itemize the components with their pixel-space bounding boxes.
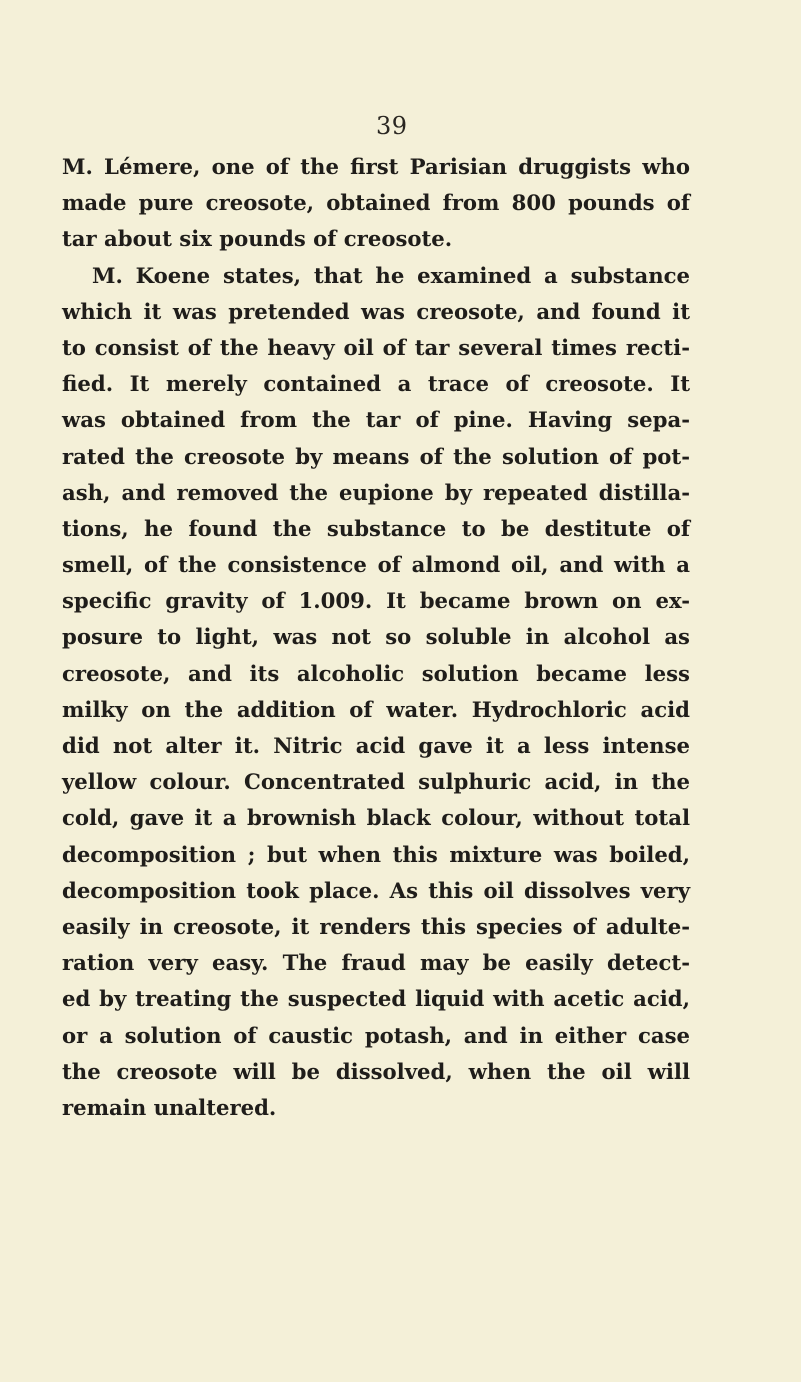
text-line: ed by treating the suspected liquid with acetic acid, [62,986,690,1012]
text-line: creosote, and its alcoholic solution became less [62,660,690,686]
text-line: tions, he found the substance to be destitute of [62,515,690,541]
text-line: M. Lémere, one of the first Parisian druggists who [62,154,690,179]
text-line: the creosote will be dissolved, when the oil will [62,1058,690,1084]
body-text [0,149,801,1126]
text-line: decomposition took place. As this oil dissolves very [62,877,690,903]
text-line: was obtained from the tar of pine. Having sepa- [62,407,690,433]
text-line: did not alter it. Nitric acid gave it a less intense [62,733,690,758]
text-line: specific gravity of 1.009. It became brown on ex- [62,588,690,614]
text-line: made pure creosote, obtained from 800 pounds of [62,190,690,216]
text-line: smell, of the consistence of almond oil, and with a [62,552,690,578]
text-line: decomposition ; but when this mixture was boiled, [62,841,690,867]
text-line: remain unaltered. [62,1094,277,1120]
text-line: cold, gave it a brownish black colour, without total [62,805,690,831]
text-line: easily in creosote, it renders this species of adulte- [62,913,690,939]
text-line: which it was pretended was creosote, and found it [62,298,690,324]
page-number: 39 [376,112,408,140]
text-line: tar about six pounds of creosote. [62,226,453,252]
text-line: fied. It merely contained a trace of creosote. It [62,371,690,397]
text-line: rated the creosote by means of the solution of pot- [62,443,690,469]
text-line: yellow colour. Concentrated sulphuric acid, in the [62,769,690,795]
text-line: to consist of the heavy oil of tar several times recti- [62,334,690,360]
text-line: or a solution of caustic potash, and in either case [62,1022,690,1048]
text-line: posure to light, was not so soluble in alcohol as [62,624,690,650]
text-line: ash, and removed the eupione by repeated distilla- [62,479,690,505]
text-line: ration very easy. The fraud may be easily detect- [62,950,690,976]
text-line: M. Koene states, that he examined a substance [92,262,690,288]
text-line: milky on the addition of water. Hydrochloric acid [62,696,690,722]
